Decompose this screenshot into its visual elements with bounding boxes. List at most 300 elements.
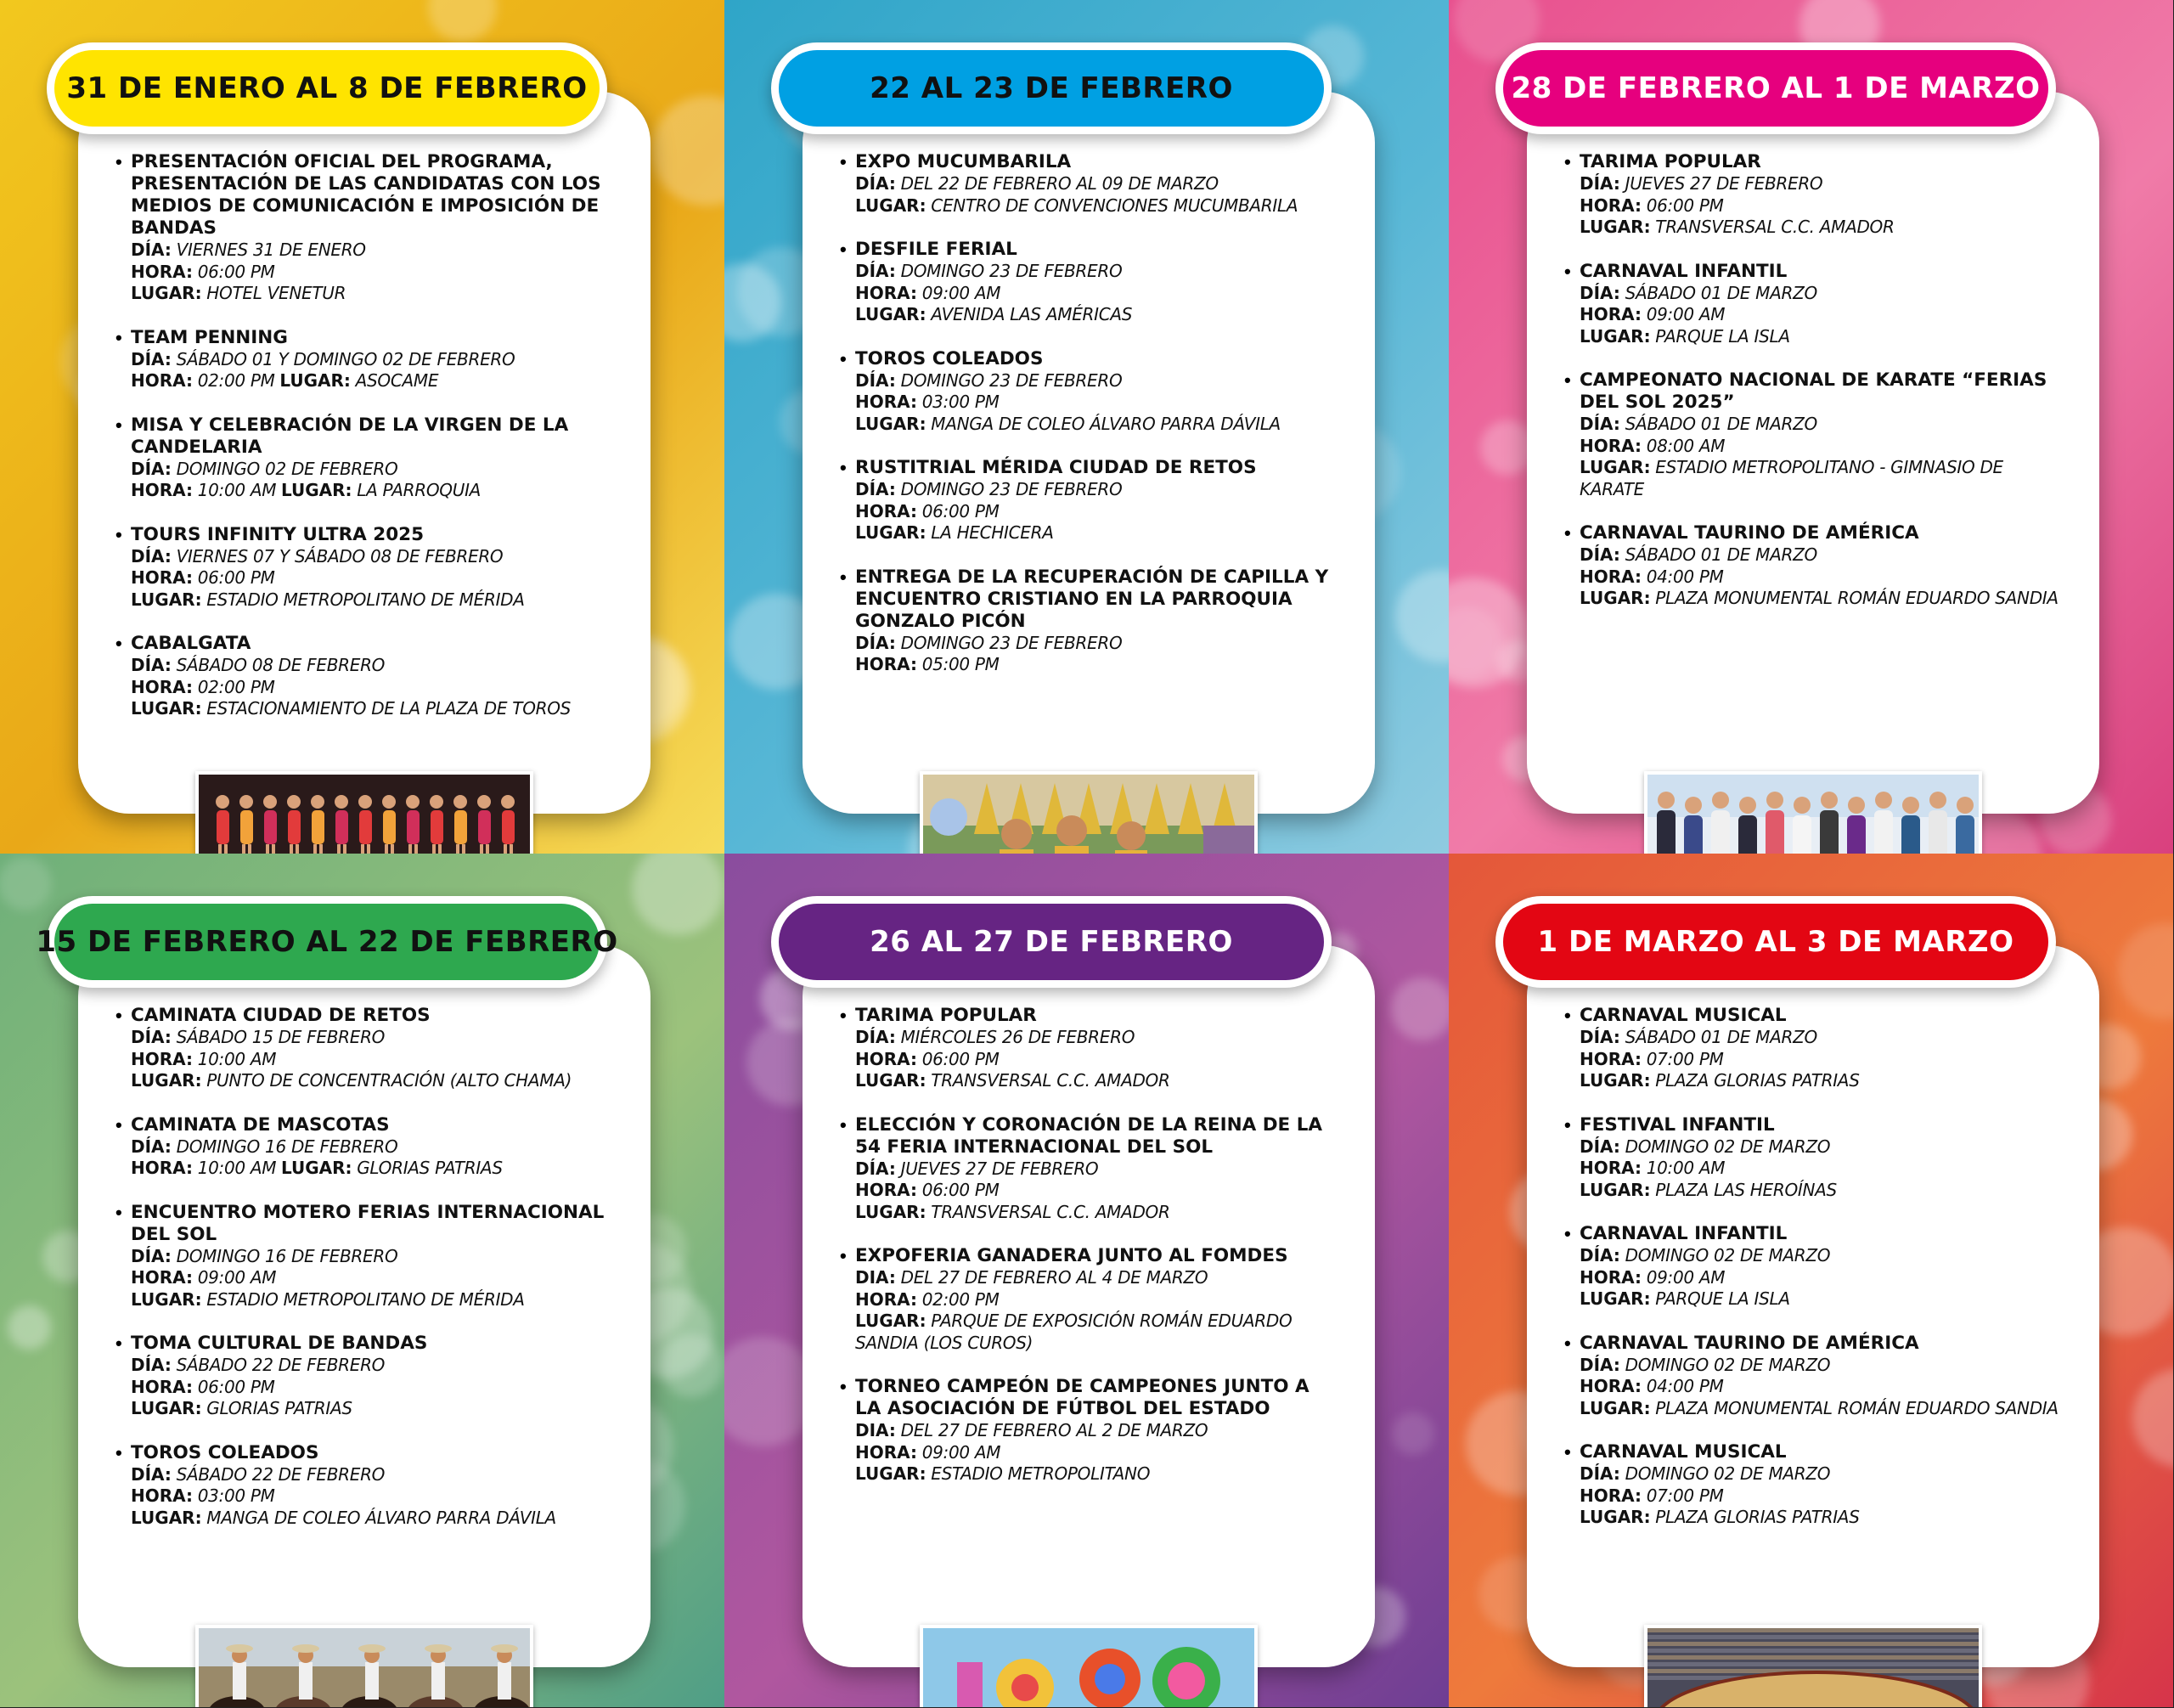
detail-label: LUGAR: — [1580, 1288, 1651, 1309]
detail-value: DEL 27 DE FEBRERO AL 4 DE MARZO — [900, 1267, 1208, 1288]
event-detail-line — [855, 1049, 1338, 1071]
event-detail-line — [131, 349, 613, 371]
detail-value: VIERNES 07 Y SÁBADO 08 DE FEBRERO — [176, 545, 504, 567]
event-item — [840, 1114, 1338, 1224]
detail-label: LUGAR: — [855, 304, 926, 324]
bullet: • — [840, 1376, 847, 1397]
detail-value: ESTADIO METROPOLITANO DE MÉRIDA — [206, 1288, 525, 1310]
event-item — [115, 524, 613, 612]
event-detail-line — [131, 1464, 613, 1486]
detail-value: MANGA DE COLEO ÁLVARO PARRA DÁVILA — [206, 1507, 556, 1528]
detail-value: TRANSVERSAL C.C. AMADOR — [931, 1201, 1170, 1222]
detail-value: DEL 22 DE FEBRERO AL 09 DE MARZO — [900, 173, 1219, 194]
detail-value: PUNTO DE CONCENTRACIÓN (ALTO CHAMA) — [206, 1070, 572, 1091]
bokeh-light — [660, 1334, 723, 1397]
event-detail-line — [1580, 1070, 2062, 1092]
event-item — [115, 1442, 613, 1530]
event-title: EXPO MUCUMBARILA — [855, 151, 1072, 172]
event-title: PRESENTACIÓN OFICIAL DEL PROGRAMA, PRESENTACIÓN DE LAS CANDIDATAS CON LOS MEDIOS DE COMUNICACIÓN E IMPOSICIÓN DE BANDAS — [131, 151, 601, 239]
event-detail-line — [1580, 1158, 2062, 1180]
detail-label: DÍA: — [855, 261, 896, 281]
detail-label: HORA: — [855, 1441, 917, 1463]
detail-value: PLAZA GLORIAS PATRIAS — [1655, 1507, 1860, 1527]
event-photo — [195, 1625, 533, 1707]
event-card — [78, 945, 651, 1667]
event-title: MISA Y CELEBRACIÓN DE LA VIRGEN DE LA CANDELARIA — [131, 414, 569, 458]
event-detail-line — [855, 414, 1338, 436]
detail-value: LA HECHICERA — [931, 522, 1054, 543]
detail-label: DÍA: — [855, 1027, 896, 1047]
bullet: • — [115, 1113, 122, 1136]
detail-value: SÁBADO 15 DE FEBRERO — [176, 1027, 386, 1047]
detail-value: SÁBADO 08 DE FEBRERO — [176, 655, 386, 675]
event-detail-line — [1580, 1485, 2062, 1508]
bokeh-light — [1392, 1412, 1434, 1455]
detail-label: DÍA: — [131, 1027, 172, 1047]
detail-label: HORA: — [855, 1288, 917, 1310]
event-detail-line — [1580, 1245, 2062, 1267]
event-photo — [920, 771, 1258, 854]
schedule-panel — [1449, 0, 2173, 854]
detail-label: LUGAR: — [855, 194, 926, 216]
detail-label: DÍA: — [131, 1355, 172, 1375]
detail-label: LUGAR: — [855, 1201, 926, 1222]
event-detail-line — [131, 1398, 613, 1420]
detail-value: SÁBADO 01 DE MARZO — [1625, 1027, 1817, 1047]
event-item — [1564, 1223, 2062, 1311]
detail-label: DÍA: — [131, 458, 172, 479]
event-detail-line — [855, 1267, 1338, 1289]
event-detail-line — [1580, 414, 2062, 436]
detail-label: DÍA: — [1580, 1136, 1620, 1157]
event-detail-line — [131, 1136, 613, 1158]
event-title: CAMINATA DE MASCOTAS — [131, 1113, 390, 1136]
bokeh-light — [8, 1305, 52, 1350]
detail-value: ESTADIO METROPOLITANO — [931, 1463, 1151, 1484]
event-detail-line — [131, 1508, 613, 1530]
detail-label: HORA: — [1580, 194, 1642, 216]
detail-value: PARQUE LA ISLA — [1655, 1288, 1790, 1309]
bullet: • — [840, 1113, 847, 1136]
detail-label: LUGAR: — [855, 1463, 926, 1484]
event-card — [78, 92, 651, 814]
detail-value: SÁBADO 22 DE FEBRERO — [176, 1463, 386, 1485]
event-detail-line — [1580, 326, 2062, 348]
detail-label: LUGAR: — [855, 522, 926, 543]
bullet: • — [840, 239, 847, 260]
event-detail-line — [1580, 544, 2062, 567]
detail-label: HORA: — [1580, 435, 1642, 456]
detail-label: DÍA: — [131, 240, 172, 260]
schedule-panel — [724, 854, 1449, 1707]
event-detail-line — [131, 1027, 613, 1049]
event-title: RUSTITRIAL MÉRIDA CIUDAD DE RETOS — [855, 457, 1257, 478]
detail-value: 02:00 PM — [197, 676, 275, 697]
event-detail-line — [131, 1246, 613, 1268]
detail-value: DOMINGO 16 DE FEBRERO — [176, 1136, 398, 1157]
detail-label: LUGAR: — [1580, 1397, 1651, 1418]
bullet: • — [840, 347, 847, 369]
event-detail-line — [1580, 1398, 2062, 1420]
bokeh-light — [1391, 978, 1449, 1040]
event-detail-line — [855, 501, 1338, 523]
event-detail-line — [855, 1158, 1338, 1181]
date-range-label: 15 DE FEBRERO AL 22 DE FEBRERO — [54, 904, 600, 980]
detail-label: HORA: — [131, 567, 193, 588]
event-title: ENTREGA DE LA RECUPERACIÓN DE CAPILLA Y ENCUENTRO CRISTIANO EN LA PARROQUIA GONZALO PICÓN — [855, 566, 1329, 632]
date-range-label: 22 AL 23 DE FEBRERO — [779, 50, 1324, 127]
detail-label: DÍA: — [855, 173, 896, 194]
detail-value: DOMINGO 23 DE FEBRERO — [900, 632, 1123, 653]
bullet: • — [115, 414, 122, 436]
detail-label: LUGAR: — [1580, 1070, 1651, 1091]
detail-label: LUGAR: — [1580, 325, 1651, 347]
event-title: CAMPEONATO NACIONAL DE KARATE “FERIAS DEL SOL 2025” — [1580, 369, 2047, 413]
detail-value: AVENIDA LAS AMÉRICAS — [931, 304, 1133, 324]
event-title: ELECCIÓN Y CORONACIÓN DE LA REINA DE LA 54 FERIA INTERNACIONAL DEL SOL — [855, 1113, 1323, 1158]
detail-value: SÁBADO 01 DE MARZO — [1625, 282, 1817, 303]
detail-value: 09:00 AM — [1646, 304, 1726, 324]
event-title: TARIMA POPULAR — [1580, 151, 1761, 172]
detail-value: ESTADIO METROPOLITANO DE MÉRIDA — [206, 589, 525, 610]
event-detail-line — [855, 1202, 1338, 1224]
event-detail-line — [1580, 436, 2062, 458]
detail-value: DOMINGO 16 DE FEBRERO — [176, 1245, 398, 1266]
event-item — [840, 457, 1338, 544]
bullet: • — [1564, 151, 1571, 172]
event-title: CARNAVAL INFANTIL — [1580, 1223, 1788, 1244]
event-item — [115, 1005, 613, 1092]
detail-label: HORA: — [1580, 1376, 1642, 1396]
event-title: TOROS COLEADOS — [131, 1441, 319, 1463]
bullet: • — [840, 566, 847, 588]
detail-value: SÁBADO 01 DE MARZO — [1625, 544, 1817, 565]
detail-value: 09:00 AM — [921, 282, 1001, 303]
detail-label: DÍA: — [1580, 544, 1620, 565]
detail-label: LUGAR: — [855, 1070, 926, 1091]
event-detail-line — [1580, 457, 2062, 500]
event-item — [1564, 1005, 2062, 1092]
event-photo — [195, 771, 533, 854]
bokeh-light — [2118, 923, 2173, 1019]
date-range-label: 31 DE ENERO AL 8 DE FEBRERO — [54, 50, 600, 127]
detail-value: PLAZA GLORIAS PATRIAS — [1655, 1070, 1860, 1091]
event-detail-line — [1580, 1463, 2062, 1485]
event-item — [115, 633, 613, 720]
bullet: • — [115, 1201, 122, 1223]
event-detail-line — [1580, 588, 2062, 610]
detail-value: 07:00 PM — [1646, 1048, 1724, 1069]
detail-label: DIA: — [855, 1420, 896, 1440]
event-title: CABALGATA — [131, 633, 251, 654]
event-detail-line — [131, 283, 613, 305]
detail-value: ESTACIONAMIENTO DE LA PLAZA DE TOROS — [206, 698, 572, 719]
event-title: EXPOFERIA GANADERA JUNTO AL FOMDES — [855, 1245, 1288, 1266]
schedule-panel — [0, 0, 724, 854]
event-detail-line — [131, 1289, 613, 1311]
event-title: TEAM PENNING — [131, 326, 288, 348]
event-item — [840, 567, 1338, 676]
event-detail-line — [1580, 217, 2062, 239]
detail-label: HORA: — [131, 1048, 193, 1069]
detail-value: 10:00 AM — [197, 480, 277, 500]
detail-value: CENTRO DE CONVENCIONES MUCUMBARILA — [931, 194, 1298, 216]
bullet: • — [840, 1005, 847, 1026]
event-detail-line — [855, 479, 1338, 501]
detail-value: 10:00 AM — [1646, 1158, 1726, 1178]
event-detail-line — [1580, 1049, 2062, 1071]
detail-value: 09:00 AM — [197, 1267, 277, 1288]
schedule-panel — [0, 854, 724, 1707]
bullet: • — [115, 326, 122, 348]
detail-label: LUGAR: — [1580, 457, 1651, 477]
event-item — [840, 348, 1338, 436]
event-detail-line — [855, 1420, 1338, 1442]
bullet: • — [1564, 369, 1571, 391]
bullet: • — [840, 457, 847, 478]
event-detail-line — [131, 698, 613, 720]
event-detail-line — [1580, 1267, 2062, 1289]
bokeh-light — [0, 857, 52, 910]
event-item — [115, 414, 613, 502]
detail-label: LUGAR: — [1580, 217, 1651, 237]
event-detail-line — [1580, 304, 2062, 326]
detail-label: DÍA: — [855, 479, 896, 499]
detail-label: LUGAR: — [280, 480, 352, 500]
event-detail-line — [855, 1289, 1338, 1311]
event-detail-line — [131, 240, 613, 262]
detail-value: ESTADIO METROPOLITANO - GIMNASIO DE KARATE — [1580, 457, 2003, 499]
event-photo — [1644, 771, 1982, 854]
event-detail-line — [1580, 1355, 2062, 1377]
date-range-label: 26 AL 27 DE FEBRERO — [779, 904, 1324, 980]
detail-label: DÍA: — [1580, 1245, 1620, 1265]
detail-label: LUGAR: — [131, 283, 202, 303]
detail-value: 06:00 PM — [197, 1376, 275, 1397]
detail-value: DOMINGO 23 DE FEBRERO — [900, 261, 1123, 281]
event-detail-line — [131, 1377, 613, 1399]
bullet: • — [1564, 260, 1571, 282]
schedule-panel — [724, 0, 1449, 854]
event-detail-line — [131, 546, 613, 568]
detail-value: PARQUE DE EXPOSICIÓN ROMÁN EDUARDO SANDIA (LOS CUROS) — [855, 1311, 1293, 1353]
detail-label: LUGAR: — [280, 1158, 352, 1178]
detail-value: PLAZA MONUMENTAL ROMÁN EDUARDO SANDIA — [1655, 588, 2059, 608]
event-detail-line — [855, 1070, 1338, 1092]
detail-value: 08:00 AM — [1646, 435, 1726, 456]
event-detail-line — [131, 1070, 613, 1092]
detail-value: PARQUE LA ISLA — [1655, 325, 1790, 347]
bokeh-light — [632, 854, 724, 935]
event-detail-line — [131, 370, 613, 392]
event-detail-line — [1580, 283, 2062, 305]
detail-label: DÍA: — [131, 1463, 172, 1485]
event-detail-line — [855, 654, 1338, 676]
event-detail-line — [855, 370, 1338, 392]
event-title: CARNAVAL MUSICAL — [1580, 1005, 1787, 1026]
event-title: DESFILE FERIAL — [855, 239, 1017, 260]
detail-label: LUGAR: — [131, 1070, 202, 1091]
detail-label: HORA: — [1580, 1266, 1642, 1288]
event-detail-line — [855, 1180, 1338, 1202]
event-detail-line — [1580, 1376, 2062, 1398]
date-range-header — [771, 896, 1332, 988]
detail-label: LUGAR: — [855, 413, 926, 434]
detail-value: PLAZA LAS HEROÍNAS — [1655, 1179, 1837, 1200]
event-detail-line — [131, 1049, 613, 1071]
detail-value: SÁBADO 01 Y DOMINGO 02 DE FEBRERO — [176, 348, 515, 369]
detail-label: HORA: — [1580, 1048, 1642, 1069]
event-detail-line — [855, 1463, 1338, 1485]
event-title: CARNAVAL INFANTIL — [1580, 260, 1788, 282]
detail-value: JUEVES 27 DE FEBRERO — [1625, 173, 1823, 194]
event-card — [803, 92, 1375, 814]
detail-value: 07:00 PM — [1646, 1485, 1724, 1506]
event-detail-line — [131, 262, 613, 284]
detail-value: 10:00 AM — [197, 1048, 277, 1069]
bullet: • — [115, 1005, 122, 1026]
event-item — [840, 239, 1338, 326]
detail-label: LUGAR: — [279, 370, 351, 391]
detail-label: HORA: — [855, 654, 917, 674]
bullet: • — [840, 1245, 847, 1266]
detail-label: LUGAR: — [131, 1288, 202, 1310]
event-title: TOMA CULTURAL DE BANDAS — [131, 1333, 428, 1354]
date-range-header — [1495, 42, 2056, 134]
detail-value: 09:00 AM — [1646, 1266, 1726, 1288]
detail-value: 05:00 PM — [921, 654, 1000, 674]
detail-label: HORA: — [855, 392, 917, 412]
detail-value: VIERNES 31 DE ENERO — [176, 240, 366, 260]
detail-label: HORA: — [131, 1158, 193, 1178]
detail-label: LUGAR: — [131, 589, 202, 610]
detail-label: DÍA: — [1580, 282, 1620, 303]
bullet: • — [840, 151, 847, 172]
event-item — [115, 1114, 613, 1180]
detail-value: ASOCAME — [355, 370, 439, 391]
event-card — [1527, 945, 2099, 1667]
event-detail-line — [131, 655, 613, 677]
detail-label: HORA: — [131, 480, 193, 500]
bullet: • — [1564, 1113, 1571, 1136]
detail-value: JUEVES 27 DE FEBRERO — [900, 1158, 1099, 1179]
detail-label: DÍA: — [131, 545, 172, 567]
detail-value: LA PARROQUIA — [357, 480, 482, 500]
date-range-label: 28 DE FEBRERO AL 1 DE MARZO — [1503, 50, 2048, 127]
event-detail-line — [131, 1355, 613, 1377]
detail-label: HORA: — [855, 282, 917, 303]
detail-label: HORA: — [855, 1048, 917, 1069]
event-item — [840, 1245, 1338, 1354]
event-detail-line — [855, 195, 1338, 217]
event-item — [1564, 151, 2062, 239]
bullet: • — [1564, 1332, 1571, 1354]
event-detail-line — [855, 522, 1338, 544]
detail-value: HOTEL VENETUR — [206, 283, 346, 303]
detail-label: HORA: — [1580, 1158, 1642, 1178]
detail-label: DÍA: — [1580, 1027, 1620, 1047]
detail-value: DOMINGO 02 DE MARZO — [1625, 1354, 1831, 1375]
event-title: TOURS INFINITY ULTRA 2025 — [131, 523, 425, 545]
date-range-header — [36, 896, 618, 988]
detail-value: 03:00 PM — [921, 392, 1000, 412]
detail-label: HORA: — [131, 1376, 193, 1397]
detail-label: LUGAR: — [131, 1398, 202, 1418]
event-item — [1564, 261, 2062, 348]
detail-label: LUGAR: — [131, 1507, 202, 1528]
detail-value: 04:00 PM — [1646, 566, 1724, 587]
date-range-header — [1495, 896, 2056, 988]
event-detail-line — [855, 1311, 1338, 1354]
detail-value: MIÉRCOLES 26 DE FEBRERO — [900, 1027, 1135, 1047]
detail-label: DÍA: — [855, 1158, 896, 1179]
schedule-panel — [1449, 854, 2173, 1707]
detail-value: 06:00 PM — [921, 500, 1000, 521]
detail-value: SÁBADO 22 DE FEBRERO — [176, 1355, 386, 1375]
detail-label: HORA: — [131, 676, 193, 697]
detail-label: DÍA: — [1580, 1354, 1620, 1375]
bullet: • — [1564, 1005, 1571, 1026]
event-title: FESTIVAL INFANTIL — [1580, 1113, 1775, 1136]
event-detail-line — [131, 1267, 613, 1289]
detail-value: TRANSVERSAL C.C. AMADOR — [1655, 217, 1895, 237]
event-detail-line — [855, 261, 1338, 283]
detail-label: LUGAR: — [1580, 1179, 1651, 1200]
event-title: ENCUENTRO MOTERO FERIAS INTERNACIONAL DEL SOL — [131, 1201, 605, 1245]
detail-label: HORA: — [131, 370, 193, 391]
detail-label: LUGAR: — [1580, 588, 1651, 608]
event-detail-line — [1580, 1027, 2062, 1049]
detail-value: 06:00 PM — [921, 1180, 1000, 1200]
bullet: • — [1564, 1441, 1571, 1463]
detail-value: 06:00 PM — [921, 1048, 1000, 1069]
event-item — [1564, 369, 2062, 500]
event-item — [1564, 1114, 2062, 1202]
detail-label: HORA: — [855, 1180, 917, 1200]
date-range-header — [47, 42, 607, 134]
event-detail-line — [855, 1027, 1338, 1049]
bullet: • — [115, 523, 122, 545]
bokeh-light — [2132, 1368, 2173, 1468]
detail-label: HORA: — [1580, 1485, 1642, 1506]
detail-value: DOMINGO 02 DE MARZO — [1625, 1463, 1831, 1484]
detail-value: DEL 27 DE FEBRERO AL 2 DE MARZO — [900, 1420, 1208, 1440]
event-title: CAMINATA CIUDAD DE RETOS — [131, 1005, 431, 1026]
detail-value: SÁBADO 01 DE MARZO — [1625, 414, 1817, 434]
event-detail-line — [1580, 567, 2062, 589]
bokeh-light — [428, 0, 498, 42]
detail-value: 03:00 PM — [197, 1485, 275, 1506]
detail-value: 10:00 AM — [197, 1158, 277, 1178]
bullet: • — [1564, 522, 1571, 544]
bokeh-light — [1395, 570, 1449, 662]
event-detail-line — [131, 677, 613, 699]
event-item — [840, 1376, 1338, 1485]
event-detail-line — [1580, 1288, 2062, 1311]
event-detail-line — [131, 589, 613, 612]
event-title: TARIMA POPULAR — [855, 1005, 1037, 1026]
event-detail-line — [131, 480, 613, 502]
detail-label: HORA: — [131, 261, 193, 282]
detail-label: LUGAR: — [131, 698, 202, 719]
detail-value: 06:00 PM — [1646, 194, 1724, 216]
date-range-header — [771, 42, 1332, 134]
event-detail-line — [1580, 1136, 2062, 1158]
event-detail-line — [131, 1485, 613, 1508]
date-range-label: 1 DE MARZO AL 3 DE MARZO — [1503, 904, 2048, 980]
detail-label: DÍA: — [131, 1136, 172, 1157]
event-photo — [920, 1625, 1258, 1707]
